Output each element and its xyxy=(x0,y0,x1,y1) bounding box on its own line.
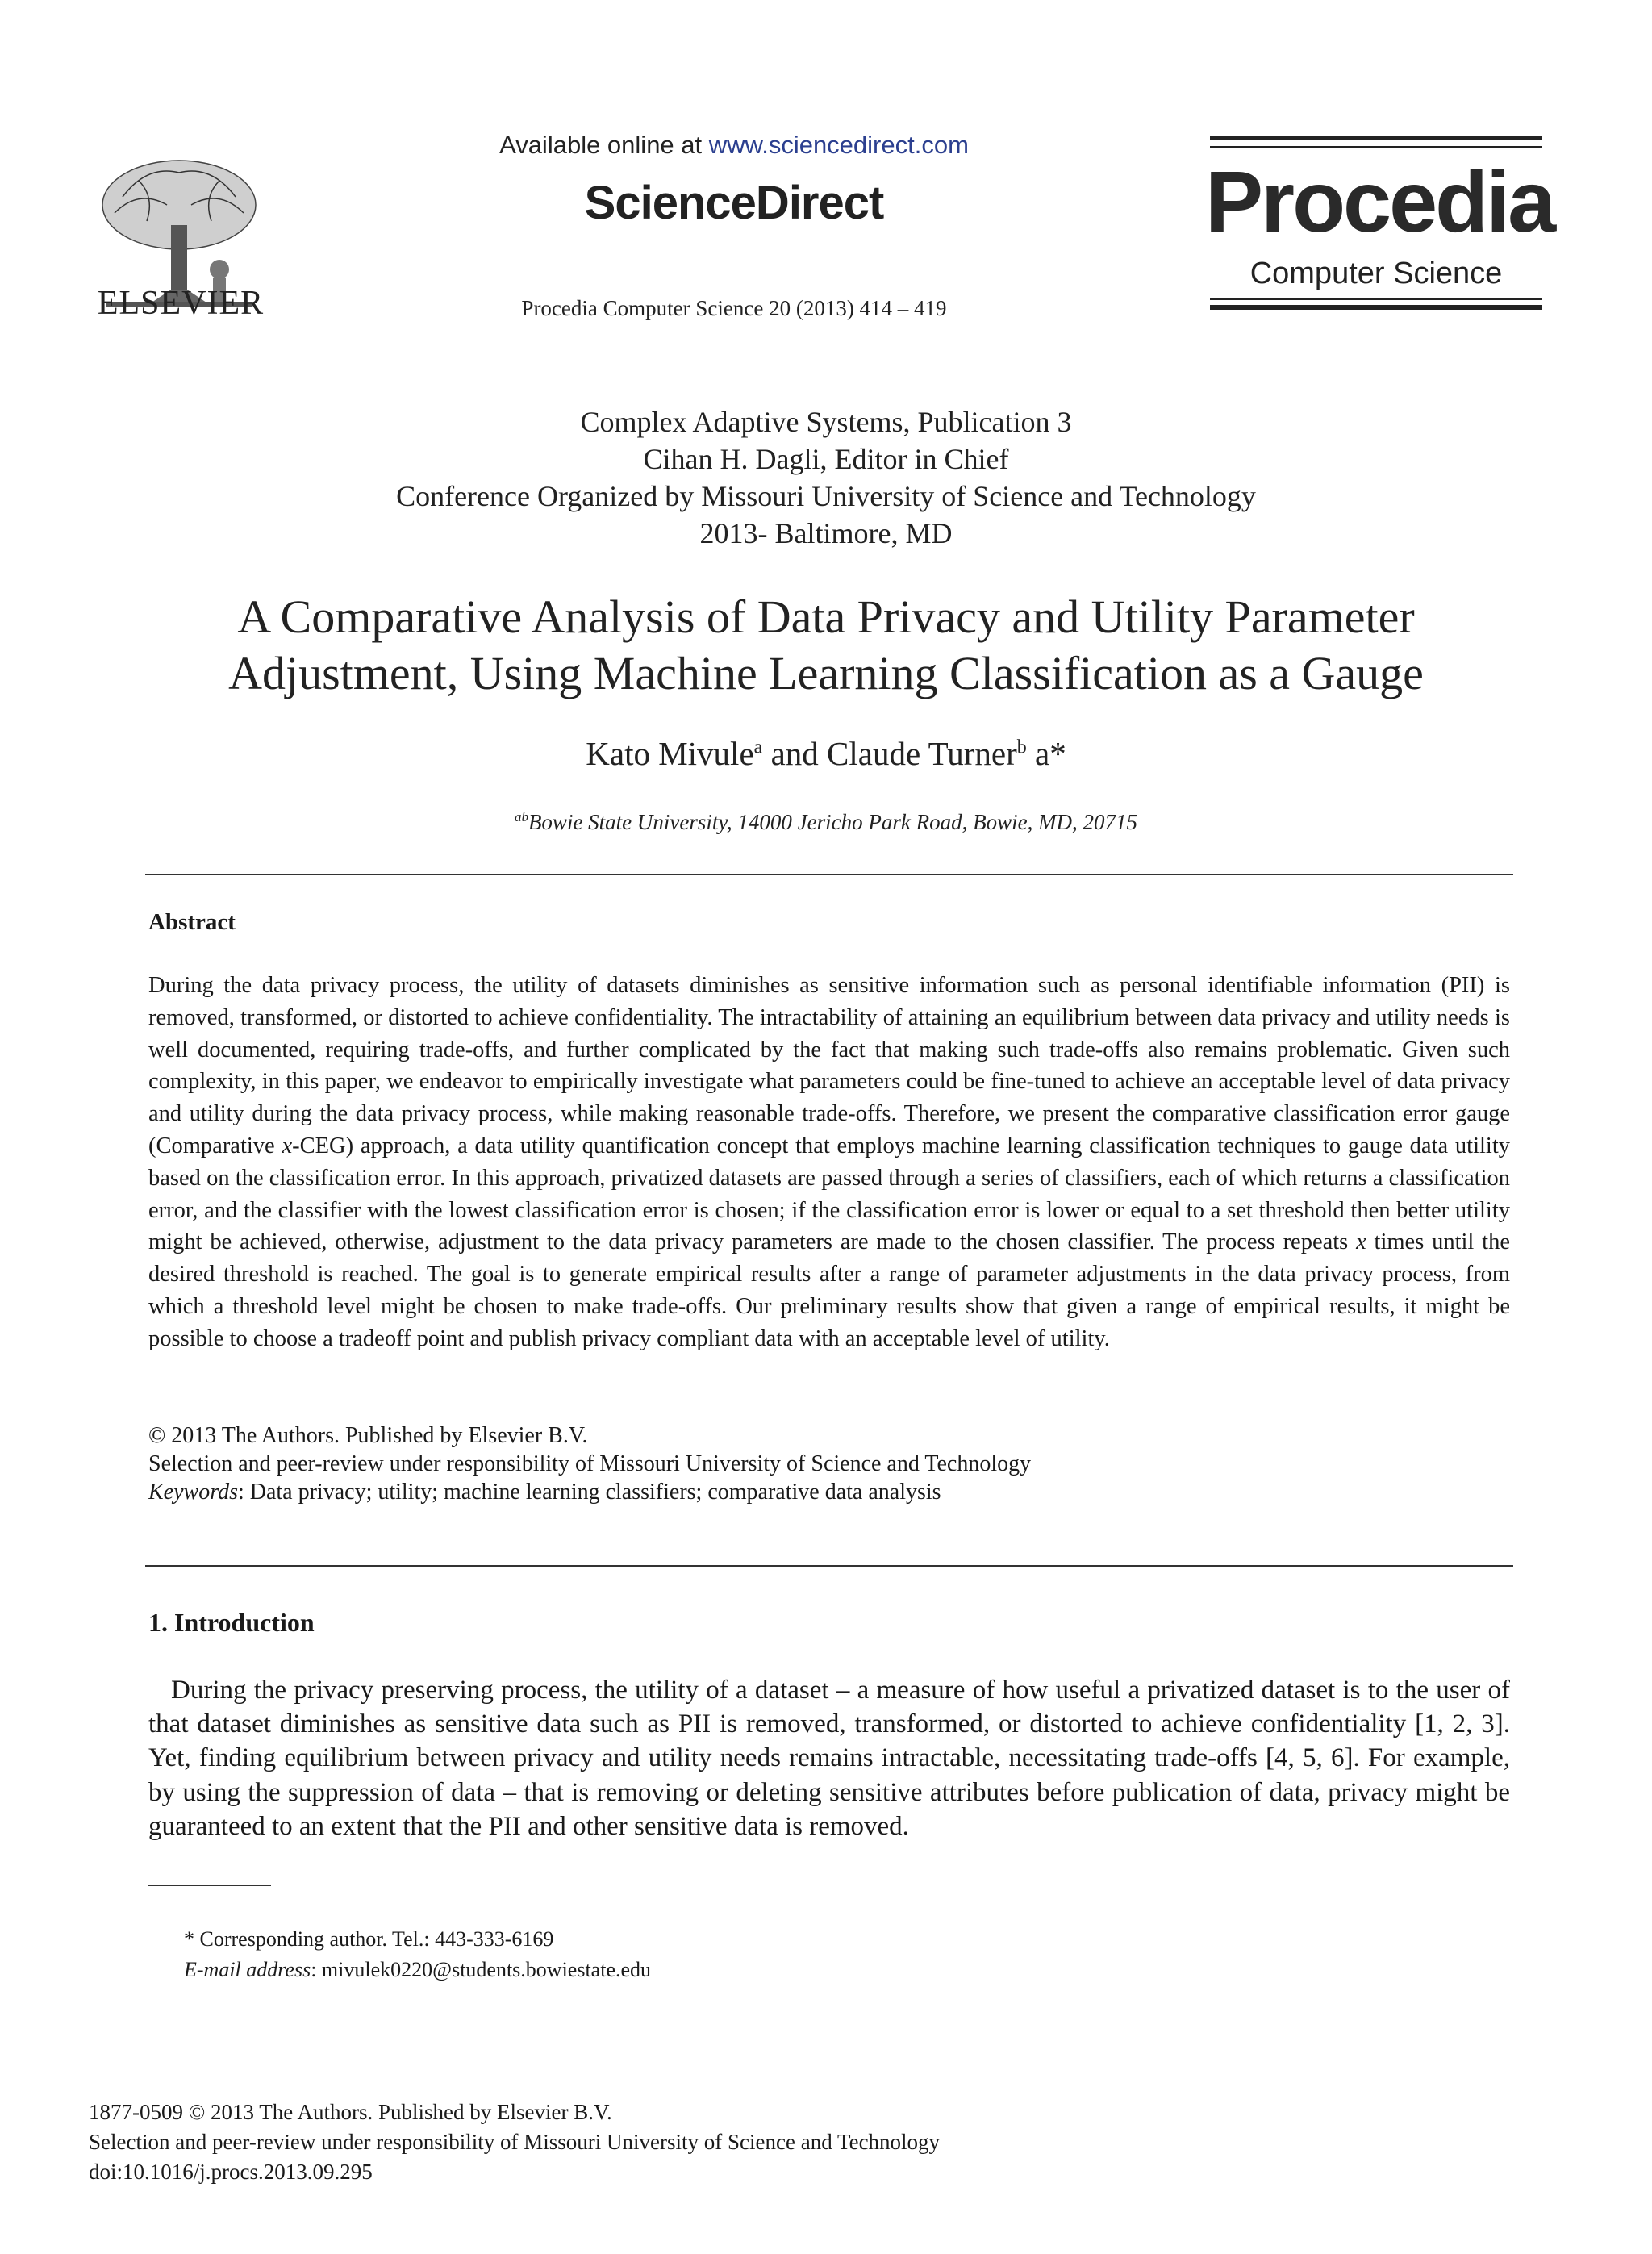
available-online xyxy=(436,131,1032,160)
email-address[interactable]: : mivulek0220@students.bowiestate.edu xyxy=(311,1958,652,1981)
procedia-rule xyxy=(1210,146,1542,148)
available-prefix: Available online at xyxy=(499,131,709,159)
section-divider xyxy=(145,874,1513,875)
abstract-text: During the data privacy process, the utility of datasets diminishes as sensitive information such as personal identifiable information (PII) is removed, transformed, or distorted to achieve confidentiality. The intractability of attaining an equilibrium between data privacy and utility needs is well documented, requiring trade-offs, and further complicated by the fact that making such trade-offs also remains problematic. Given such complexity, in this paper, we endeavor to empirically investigate what parameters could be fine-tuned to achieve an acceptable level of data privacy and utility during the data privacy process, while making reasonable trade-offs. Therefore, we present the comparative classification error gauge (Comparative xyxy=(148,973,1510,1158)
journal-reference: Procedia Computer Science 20 (2013) 414 – 419 xyxy=(521,296,947,320)
procedia-rule xyxy=(1210,136,1542,140)
conference-line: Cihan H. Dagli, Editor in Chief xyxy=(643,443,1009,475)
procedia-rule xyxy=(1210,298,1542,300)
title-line: A Comparative Analysis of Data Privacy and Utility Parameter xyxy=(237,591,1415,643)
abstract-paragraph xyxy=(148,970,1510,1355)
affiliation xyxy=(161,809,1491,835)
peer-review-line: Selection and peer-review under responsibility of Missouri University of Science and Technology xyxy=(148,1451,1032,1476)
email-line xyxy=(184,1958,651,1982)
conference-line: 2013- Baltimore, MD xyxy=(699,517,953,549)
abstract-text: -CEG) approach, a data utility quantification concept that employs machine learning classification techniques to gauge data utility based on the classification error. In this approach, privatized datasets are passed through a series of classifiers, each of which returns a classification error, and the classifier with the lowest classification error is chosen; if the classification error is lower or equal to a set threshold then better utility might be achieved, otherwise, adjustment to the data privacy parameters are made to the chosen classifier. The process repeats xyxy=(148,1133,1510,1255)
title-line: Adjustment, Using Machine Learning Classification as a Gauge xyxy=(228,647,1424,699)
publisher-name: ELSEVIER xyxy=(97,285,265,322)
footnote-rule xyxy=(148,1885,271,1886)
email-label: E-mail address xyxy=(184,1958,311,1981)
keywords-line xyxy=(148,1480,941,1505)
author-name: and Claude Turner xyxy=(762,735,1017,772)
footer-issn: 1877-0509 © 2013 The Authors. Published by Elsevier B.V. xyxy=(89,2100,612,2124)
abstract-italic: x xyxy=(1356,1229,1366,1255)
author-name: Kato Mivule xyxy=(586,735,754,772)
footer-peer-review: Selection and peer-review under responsibility of Missouri University of Science and Technology xyxy=(89,2130,941,2154)
authors xyxy=(161,734,1491,773)
procedia-subtitle: Computer Science xyxy=(1249,257,1503,290)
keywords-label: Keywords xyxy=(148,1480,238,1505)
footer-doi[interactable]: doi:10.1016/j.procs.2013.09.295 xyxy=(89,2160,373,2184)
section-divider xyxy=(145,1565,1513,1567)
corresponding-author: * Corresponding author. Tel.: 443-333-6169 xyxy=(184,1927,554,1951)
affiliation-text: Bowie State University, 14000 Jericho Park Road, Bowie, MD, 20715 xyxy=(528,810,1138,834)
sciencedirect-link[interactable]: www.sciencedirect.com xyxy=(708,131,969,159)
conference-line: Complex Adaptive Systems, Publication 3 xyxy=(580,406,1072,438)
section-heading-introduction: 1. Introduction xyxy=(148,1608,315,1637)
abstract-italic: x xyxy=(282,1133,293,1158)
procedia-logo: Procedia xyxy=(1205,152,1554,250)
author-sup: b xyxy=(1016,737,1027,758)
affiliation-sup: ab xyxy=(514,809,528,824)
abstract-body xyxy=(148,970,1510,1355)
abstract-heading: Abstract xyxy=(148,909,236,935)
sciencedirect-logo: ScienceDirect xyxy=(584,177,884,229)
paper-title xyxy=(121,589,1531,702)
copyright-line: © 2013 The Authors. Published by Elsevier B.V. xyxy=(148,1423,588,1448)
keywords-text: : Data privacy; utility; machine learning classifiers; comparative data analysis xyxy=(237,1480,941,1505)
conference-line: Conference Organized by Missouri University of Science and Technology xyxy=(396,480,1256,512)
abstract-text: times until the desired threshold is reached. The goal is to generate empirical results after a range of parameter adjustments in the data privacy process, from which a threshold level might be chosen to make trade-offs. Our preliminary results show that given a range of empirical results, it might be possible to choose a tradeoff point and publish privacy compliant data with an acceptable level of utility. xyxy=(148,1229,1510,1351)
procedia-rule xyxy=(1210,305,1542,310)
author-sup: a xyxy=(753,737,763,758)
author-suffix: a* xyxy=(1026,735,1066,772)
introduction-body: During the privacy preserving process, the utility of a dataset – a measure of how useful a privatized dataset is to the user of that dataset diminishes as sensitive data such as PII is removed, transformed, or distorted to achieve confidentiality [1, 2, 3]. Yet, finding equilibrium between privacy and utility needs remains intractable, necessitating trade-offs [4, 5, 6]. For example, by using the suppression of data – that is removing or deleting sensitive attributes before publication of data, privacy might be guaranteed to an extent that the PII and other sensitive data is removed. xyxy=(148,1676,1510,1841)
